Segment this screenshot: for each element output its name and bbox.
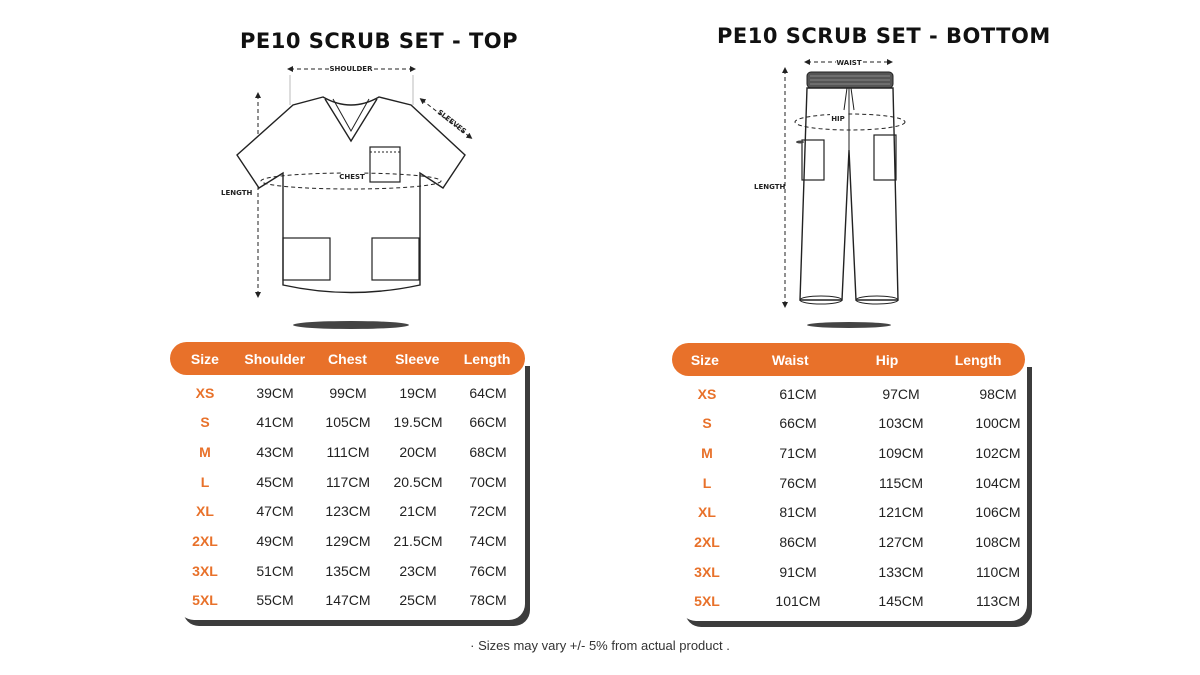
table-row — [672, 557, 1048, 586]
value-cell: 68CM — [469, 443, 507, 460]
table-row — [170, 497, 526, 526]
chest-label: CHEST — [339, 173, 365, 181]
value-cell: 103CM — [878, 415, 924, 432]
size-cell: L — [702, 474, 712, 491]
value-cell: 71CM — [779, 444, 817, 461]
column-header: Length — [463, 350, 511, 367]
table-header — [170, 342, 525, 375]
scrub-top-diagram — [215, 55, 475, 335]
table-row — [170, 437, 526, 466]
waist-label: WAIST — [836, 59, 862, 67]
value-cell: 81CM — [779, 504, 817, 521]
size-cell: M — [701, 444, 713, 461]
table-row — [672, 409, 1048, 438]
size-cell: 2XL — [192, 533, 218, 549]
value-cell: 51CM — [256, 562, 294, 579]
value-cell: 61CM — [779, 385, 817, 402]
size-cell: XS — [697, 385, 717, 402]
bottom-size-table — [672, 343, 1027, 626]
scrub-bottom-diagram — [750, 50, 920, 335]
value-cell: 19.5CM — [393, 414, 443, 431]
value-cell: 111CM — [326, 443, 370, 460]
table-row — [170, 556, 526, 585]
table-row — [170, 527, 526, 556]
value-cell: 86CM — [779, 534, 817, 550]
table-row — [170, 467, 526, 496]
value-cell: 147CM — [325, 592, 371, 609]
value-cell: 106CM — [975, 504, 1021, 521]
value-cell: 127CM — [878, 534, 924, 550]
size-cell: L — [200, 473, 210, 490]
value-cell: 101CM — [775, 593, 821, 610]
size-variance-note: · Sizes may vary +/- 5% from actual product . — [470, 638, 730, 653]
table-row — [170, 408, 526, 437]
value-cell: 49CM — [256, 533, 294, 549]
size-cell: XL — [698, 504, 716, 521]
value-cell: 135CM — [325, 562, 371, 579]
size-cell: 5XL — [694, 593, 720, 610]
size-cell: S — [702, 415, 712, 432]
table-header — [672, 343, 1025, 376]
value-cell: 19CM — [399, 384, 437, 401]
size-cell: 3XL — [192, 562, 218, 579]
value-cell: 97CM — [882, 385, 920, 402]
size-cell: 3XL — [694, 563, 720, 580]
column-header: Sleeve — [395, 350, 440, 367]
value-cell: 76CM — [779, 474, 817, 491]
value-cell: 98CM — [979, 385, 1017, 402]
size-cell: 5XL — [192, 592, 218, 609]
size-cell: S — [200, 414, 210, 431]
value-cell: 105CM — [325, 414, 371, 431]
value-cell: 145CM — [878, 593, 924, 610]
size-cell: XS — [195, 384, 215, 401]
value-cell: 113CM — [975, 593, 1021, 610]
value-cell: 20.5CM — [393, 473, 443, 490]
column-header: Hip — [875, 351, 899, 368]
value-cell: 123CM — [325, 503, 371, 520]
value-cell: 47CM — [256, 503, 294, 520]
value-cell: 55CM — [256, 592, 294, 609]
table-row — [672, 498, 1048, 527]
table-row — [672, 438, 1048, 467]
table-row — [672, 379, 1048, 408]
bottom-title: PE10 SCRUB SET - BOTTOM — [717, 24, 1051, 48]
column-header: Chest — [328, 350, 367, 367]
value-cell: 20CM — [399, 443, 437, 460]
value-cell: 39CM — [256, 384, 294, 401]
value-cell: 133CM — [878, 563, 924, 580]
hip-label: HIP — [831, 115, 845, 123]
value-cell: 66CM — [469, 414, 507, 431]
value-cell: 115CM — [878, 474, 924, 491]
top-title: PE10 SCRUB SET - TOP — [240, 29, 519, 53]
value-cell: 43CM — [256, 443, 294, 460]
table-row — [672, 468, 1048, 497]
value-cell: 21CM — [399, 503, 437, 520]
size-cell: XL — [196, 503, 214, 520]
column-header: Length — [954, 351, 1002, 368]
size-cell: 2XL — [694, 534, 720, 550]
value-cell: 104CM — [975, 474, 1021, 491]
value-cell: 100CM — [975, 415, 1021, 432]
value-cell: 45CM — [256, 473, 294, 490]
value-cell: 70CM — [469, 473, 507, 490]
value-cell: 41CM — [256, 414, 294, 431]
sleeves-label: SLEEVES — [435, 108, 468, 136]
column-header: Size — [190, 350, 219, 367]
table-row — [170, 378, 526, 407]
value-cell: 78CM — [469, 592, 507, 609]
value-cell: 91CM — [779, 563, 817, 580]
length-label: LENGTH — [221, 189, 253, 197]
value-cell: 25CM — [399, 592, 437, 609]
value-cell: 108CM — [975, 534, 1021, 550]
column-header: Size — [690, 351, 719, 368]
value-cell: 21.5CM — [393, 533, 443, 549]
value-cell: 121CM — [878, 504, 924, 521]
value-cell: 72CM — [469, 503, 507, 520]
column-header: Waist — [771, 351, 809, 368]
value-cell: 102CM — [975, 444, 1021, 461]
value-cell: 74CM — [469, 533, 507, 549]
table-row — [672, 528, 1048, 557]
value-cell: 117CM — [325, 473, 371, 490]
pants-length-label: LENGTH — [754, 183, 786, 191]
top-size-table — [170, 342, 525, 625]
value-cell: 129CM — [325, 533, 371, 549]
value-cell: 66CM — [779, 415, 817, 432]
value-cell: 23CM — [399, 562, 437, 579]
size-cell: M — [199, 443, 211, 460]
value-cell: 76CM — [469, 562, 507, 579]
value-cell: 110CM — [975, 563, 1021, 580]
value-cell: 64CM — [469, 384, 507, 401]
shoulder-label: SHOULDER — [329, 65, 373, 73]
table-row — [170, 586, 526, 615]
column-header: Shoulder — [244, 350, 306, 367]
table-row — [672, 587, 1048, 616]
value-cell: 109CM — [878, 444, 924, 461]
value-cell: 99CM — [329, 384, 367, 401]
